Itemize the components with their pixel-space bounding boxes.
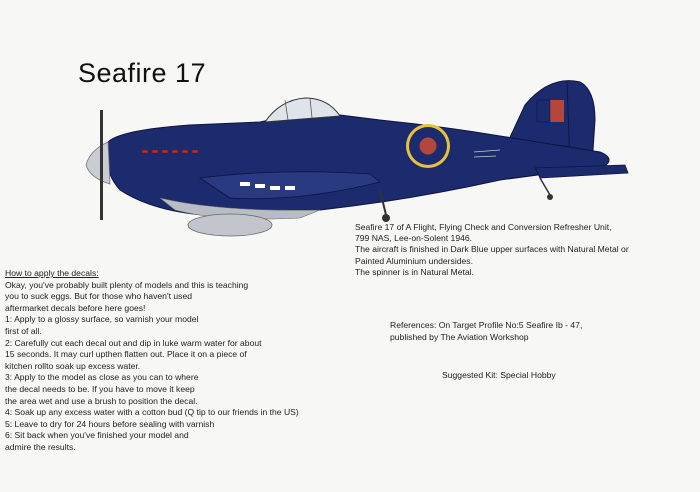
description-line: Painted Aluminium undersides. — [355, 255, 473, 266]
instruction-line: 4: Soak up any excess water with a cotton bud (Q tip to our friends in the US) — [5, 407, 299, 418]
spinner — [86, 142, 110, 184]
fin-flash-blue — [537, 100, 550, 122]
instruction-line: 1: Apply to a glossy surface, so varnish your model — [5, 314, 199, 325]
instruction-line: first of all. — [5, 325, 42, 336]
fin-flash-red — [550, 100, 564, 122]
suggested-kit: Suggested Kit: Special Hobby — [442, 370, 556, 380]
instruction-line: kitchen rollto soak up excess water. — [5, 360, 141, 371]
description-line: 799 NAS, Lee-on-Solent 1946. — [355, 233, 473, 244]
instruction-line: Okay, you've probably built plenty of models and this is teaching — [5, 279, 249, 290]
instruction-line: 6: Sit back when you've finished your model and — [5, 430, 189, 441]
description-line: The aircraft is finished in Dark Blue upper surfaces with Natural Metal or — [355, 244, 629, 255]
references-line: References: On Target Profile No:5 Seafire Ib - 47, — [390, 320, 583, 330]
references-line: published by The Aviation Workshop — [390, 331, 529, 342]
decal-instructions — [5, 268, 365, 454]
instruction-line: 5: Leave to dry for 24 hours before sealing with varnish — [5, 418, 215, 429]
instruction-line: 15 seconds. It may curl upthen flatten out. Place it on a piece of — [5, 349, 247, 360]
instructions-heading: How to apply the decals: — [5, 268, 99, 278]
instruction-line: 3: Apply to the model as close as you can to where — [5, 372, 199, 383]
aircraft-description — [355, 222, 695, 278]
instruction-line: 2: Carefully cut each decal out and dip in luke warm water for about — [5, 337, 262, 348]
instruction-line: the area wet and use a brush to position the decal. — [5, 395, 198, 406]
instruction-line: aftermarket decals before here goes! — [5, 302, 146, 313]
description-line: Seafire 17 of A Flight, Flying Check and Conversion Refresher Unit, — [355, 222, 612, 232]
instruction-line: admire the results. — [5, 441, 76, 452]
references — [390, 320, 690, 343]
drop-tank — [188, 214, 272, 236]
roundel — [406, 124, 450, 168]
instruction-line: the decal needs to be. If you have to move it keep — [5, 383, 195, 394]
page-title: Seafire 17 — [78, 58, 207, 88]
description-line: The spinner is in Natural Metal. — [355, 266, 474, 277]
propeller-blade — [100, 110, 103, 220]
instruction-line: you to suck eggs. But for those who haven't used — [5, 291, 192, 302]
